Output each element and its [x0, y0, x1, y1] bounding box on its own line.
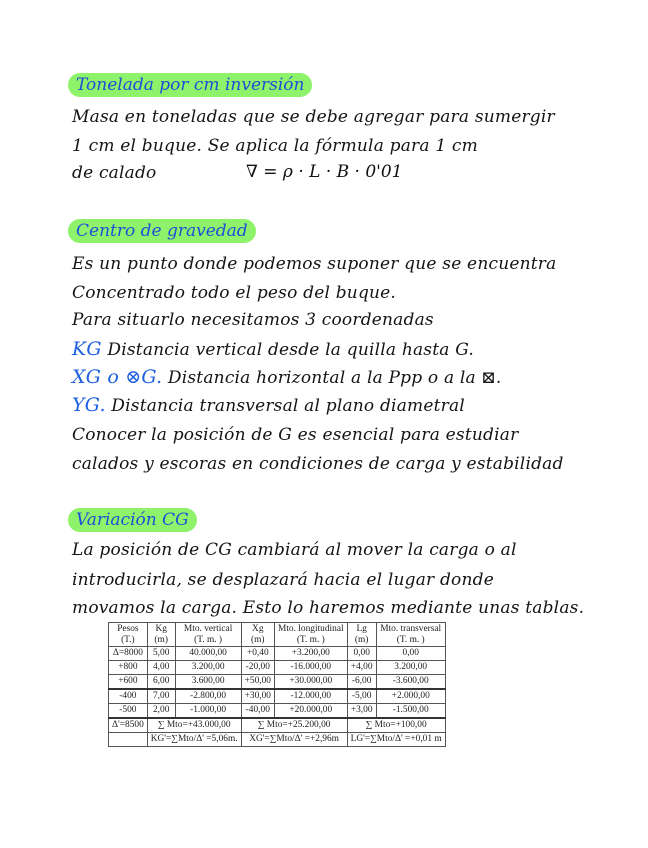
- header-cell: Mto. vertical (T. m. ): [175, 623, 241, 647]
- coord-label: KG: [72, 338, 102, 360]
- cell: +3.200,00: [274, 647, 347, 661]
- cell: -40,00: [241, 704, 274, 719]
- cell: ∑ Mto=+25.200,00: [241, 718, 347, 733]
- cell: -6,00: [347, 675, 376, 690]
- cell: 0,00: [376, 647, 445, 661]
- cell: -500: [109, 704, 148, 719]
- coord-xg: [72, 366, 502, 388]
- cell: +30,00: [241, 689, 274, 704]
- header-cell: Pesos (T.): [109, 623, 148, 647]
- cell: +3,00: [347, 704, 376, 719]
- cell: -5,00: [347, 689, 376, 704]
- text-line: Para situarlo necesitamos 3 coordenadas: [72, 310, 434, 330]
- header-cell: Kg (m): [147, 623, 175, 647]
- cell: 6,00: [147, 675, 175, 690]
- table-row: [109, 689, 446, 704]
- heading-variacion-cg: Variación CG: [68, 508, 197, 532]
- cell: +20.000,00: [274, 704, 347, 719]
- text-line: Masa en toneladas que se debe agregar para sumergir: [72, 107, 555, 127]
- coord-text: Distancia vertical desde la quilla hasta G.: [107, 340, 474, 360]
- cell: -2.800,00: [175, 689, 241, 704]
- header-cell: Lg (m): [347, 623, 376, 647]
- cell: -1.500,00: [376, 704, 445, 719]
- coord-label: XG o ⊗G.: [72, 366, 163, 388]
- text-line: Concentrado todo el peso del buque.: [72, 283, 397, 303]
- cell: Δ=8000: [109, 647, 148, 661]
- cell: 3.200,00: [175, 661, 241, 675]
- coord-kg: [72, 338, 474, 360]
- coord-yg: [72, 394, 465, 416]
- cell: -12.000,00: [274, 689, 347, 704]
- cell: +30.000,00: [274, 675, 347, 690]
- text-line: introducirla, se desplazará hacia el lugar donde: [72, 570, 494, 590]
- results-row: [109, 733, 446, 747]
- cell: KG'=∑Mto/Δ' =5,06m.: [147, 733, 241, 747]
- cell: ∑ Mto=+100,00: [347, 718, 445, 733]
- cell: +50,00: [241, 675, 274, 690]
- cell: +4,00: [347, 661, 376, 675]
- cell: 4,00: [147, 661, 175, 675]
- cell: -400: [109, 689, 148, 704]
- cell: +2.000,00: [376, 689, 445, 704]
- cell: [109, 733, 148, 747]
- cell: 3.600,00: [175, 675, 241, 690]
- text-line: La posición de CG cambiará al mover la carga o al: [72, 540, 517, 560]
- text-line: 1 cm el buque. Se aplica la fórmula para 1 cm: [72, 136, 478, 156]
- cell: 0,00: [347, 647, 376, 661]
- cell: 40.000,00: [175, 647, 241, 661]
- header-cell: Mto. transversal (T. m. ): [376, 623, 445, 647]
- cell: -16.000,00: [274, 661, 347, 675]
- cell: Δ'=8500: [109, 718, 148, 733]
- cell: -20,00: [241, 661, 274, 675]
- cell: +0,40: [241, 647, 274, 661]
- heading-tonelada: Tonelada por cm inversión: [68, 73, 312, 97]
- cell: -1.000,00: [175, 704, 241, 719]
- cell: LG'=∑Mto/Δ' =+0,01 m: [347, 733, 445, 747]
- cell: +800: [109, 661, 148, 675]
- table-row: [109, 704, 446, 719]
- coord-text: Distancia horizontal a la Ppp o a la ⊠.: [167, 368, 502, 388]
- table-header: [109, 623, 446, 647]
- table-row: [109, 675, 446, 690]
- header-cell: Mto. longitudinal (T. m. ): [274, 623, 347, 647]
- cell: ∑ Mto=+43.000,00: [147, 718, 241, 733]
- totals-row: [109, 718, 446, 733]
- cell: +600: [109, 675, 148, 690]
- text-line: Conocer la posición de G es esencial para estudiar: [72, 425, 519, 445]
- text-line: Es un punto donde podemos suponer que se encuentra: [72, 254, 557, 274]
- cell: 7,00: [147, 689, 175, 704]
- cell: -3.600,00: [376, 675, 445, 690]
- heading-centro-gravedad: Centro de gravedad: [68, 219, 256, 243]
- text-line: movamos la carga. Esto lo haremos mediante unas tablas.: [72, 598, 585, 618]
- header-cell: Xg (m): [241, 623, 274, 647]
- cell: XG'=∑Mto/Δ' =+2,96m: [241, 733, 347, 747]
- table-row: [109, 647, 446, 661]
- table-row: [109, 661, 446, 675]
- text-line: de calado: [72, 163, 157, 183]
- formula: ∇ = ρ · L · B · 0'01: [246, 162, 403, 182]
- cell: 2,00: [147, 704, 175, 719]
- coord-label: YG.: [72, 394, 106, 416]
- moments-table: [108, 622, 446, 747]
- cell: 3.200,00: [376, 661, 445, 675]
- coord-text: Distancia transversal al plano diametral: [111, 396, 465, 416]
- text-line: calados y escoras en condiciones de carga y estabilidad: [72, 454, 564, 474]
- cell: 5,00: [147, 647, 175, 661]
